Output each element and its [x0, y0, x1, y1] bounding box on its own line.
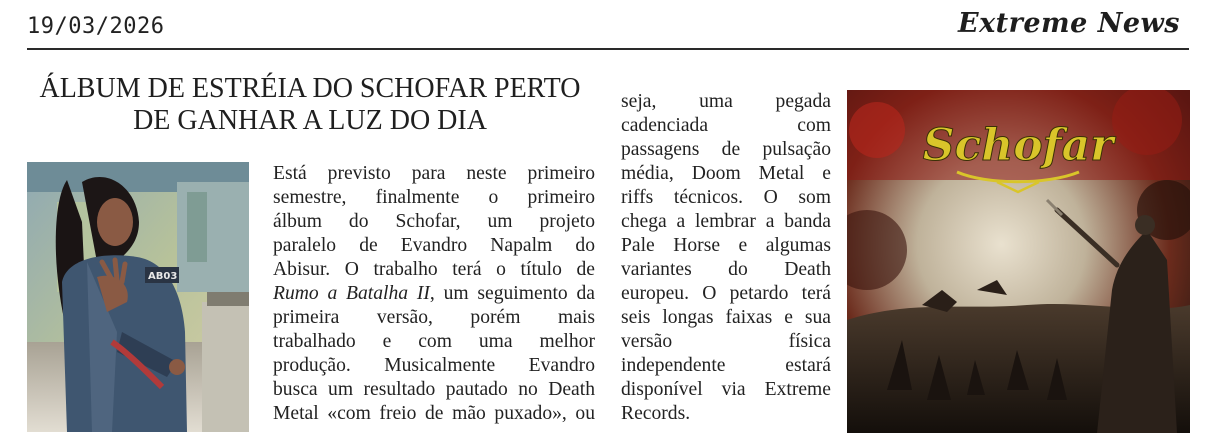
text-line: independente estará: [621, 355, 831, 376]
text-line: Abisur. O trabalho terá o título de: [273, 259, 595, 280]
article-column-2: [621, 90, 831, 426]
text-line: variantes do Death: [621, 259, 831, 280]
album-title: Rumo a Batalha II: [273, 283, 430, 304]
jacket-patch-text: AB03: [148, 271, 178, 282]
text-line: Metal «com freio de mão puxado», ou: [273, 403, 595, 424]
text-line: [273, 282, 595, 306]
text-line: primeira versão, porém mais: [273, 307, 595, 328]
text-line: paralelo de Evandro Napalm do: [273, 235, 595, 256]
text-fragment: , um seguimento da: [429, 283, 595, 304]
headline-line-1: ÁLBUM DE ESTRÉIA DO SCHOFAR PERTO: [39, 73, 581, 104]
cover-logo-text: Schofar: [922, 120, 1114, 171]
header-date: 19/03/2026: [27, 14, 165, 39]
text-line: álbum do Schofar, um projeto: [273, 211, 595, 232]
text-line: versão física: [621, 331, 831, 352]
text-line: Pale Horse e algumas: [621, 235, 831, 256]
text-line: busca um resultado pautado no Death: [273, 379, 595, 400]
text-line: produção. Musicalmente Evandro: [273, 355, 595, 376]
musician-photo: [27, 162, 249, 432]
header-rule: [27, 48, 1189, 50]
text-line: média, Doom Metal e: [621, 163, 831, 184]
text-line: passagens de pulsação: [621, 139, 831, 160]
text-line: Está previsto para neste primeiro: [273, 163, 595, 184]
text-line: Records.: [621, 403, 691, 424]
article-column-1: [273, 162, 595, 426]
text-line: semestre, finalmente o primeiro: [273, 187, 595, 208]
article-headline: [27, 73, 593, 137]
text-line: disponível via Extreme: [621, 379, 831, 400]
headline-line-2: DE GANHAR A LUZ DO DIA: [133, 105, 487, 136]
text-line: seis longas faixas e sua: [621, 307, 831, 328]
text-line: trabalhado e com uma melhor: [273, 331, 595, 352]
masthead: Extreme News: [958, 8, 1180, 39]
text-line: seja, uma pegada: [621, 91, 831, 112]
text-line: cadenciada com: [621, 115, 831, 136]
album-cover: [847, 90, 1190, 433]
text-line: riffs técnicos. O som: [621, 187, 831, 208]
text-line: chega a lembrar a banda: [621, 211, 831, 232]
text-line: europeu. O petardo terá: [621, 283, 831, 304]
